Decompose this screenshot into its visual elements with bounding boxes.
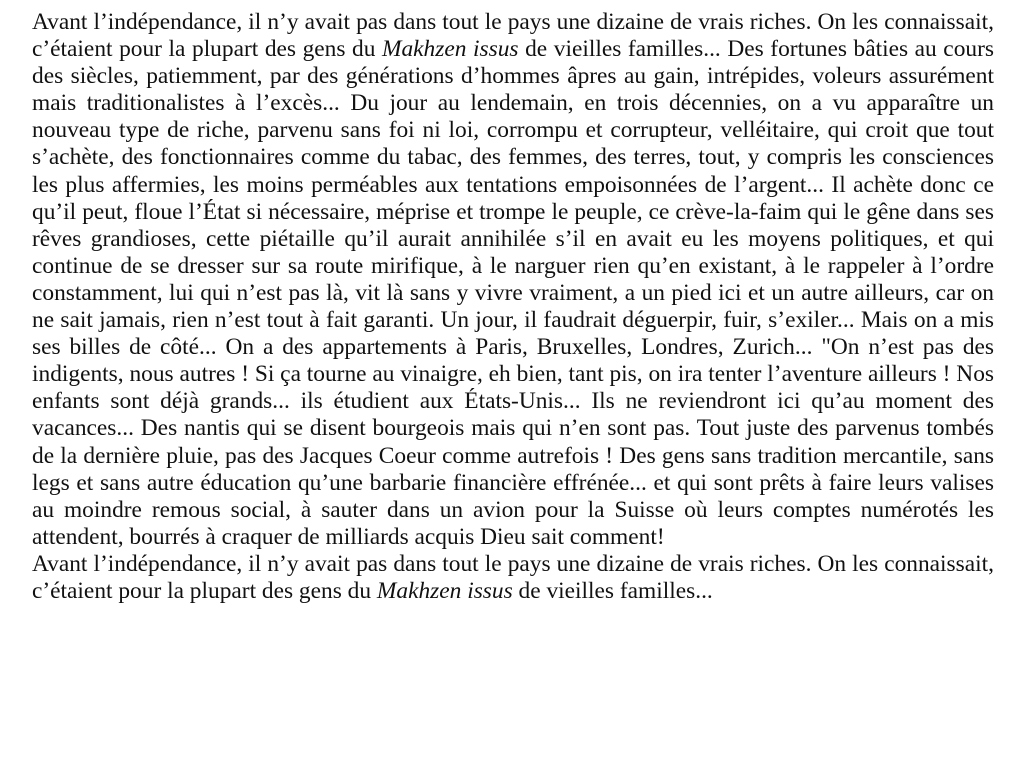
italic-phrase: Makhzen issus [382, 36, 519, 63]
paragraph-text: Avant l’indépendance, il n’y avait pas dans tout le pays une dizaine de vrais riches. On les connaissait, c’étaient pour la plupart des gens du [32, 550, 994, 604]
paragraph-text: de vieilles familles... [512, 577, 713, 604]
italic-phrase: Makhzen issus [376, 577, 513, 604]
paragraph-text: Avant l’indépendance, il n’y avait pas dans tout le pays une dizaine de vrais riches. On les connaissait, c’étaient pour la plupart des gens du [32, 9, 994, 63]
paragraph-text: de vieilles familles... Des fortunes bâties au cours des siècles, patiemment, par des générations d’hommes âpres au gain, intrépides, voleurs assurément mais traditionalistes à l’excès... Du jour au lendemain, en trois décennies, on a vu apparaître un nouveau type de riche, parvenu sans foi ni loi, corrompu et corrupteur, velléitaire, qui croit que tout s’achète, des fonctionnaires comme du tabac, des femmes, des terres, tout, y compris les consciences les plus affermies, les moins perméables aux tentations empoisonnées de l’argent... Il achète donc ce qu’il peut, floue l’État si nécessaire, méprise et trompe le peuple, ce crève-la-faim qui le gêne dans ses rêves grandioses, cette piétaille qu’il aurait annihilée s’il en avait eu les moyens politiques, et qui continue de se dresser sur sa route mirifique, à le narguer rien qu’en existant, à le rappeler à l’ordre constamment, lui qui n’est pas là, vit là sans y vivre vraiment, a un pied ici et un autre ailleurs, car on ne sait jamais, rien n’est tout à fait garanti. Un jour, il faudrait déguerpir, fuir, s’exiler... Mais on a mis ses billes de côté... On a des appartements à Paris, Bruxelles, Londres, Zurich... "On n’est pas des indigents, nous autres ! Si ça tourne au vinaigre, eh bien, tant pis, on ira tenter l’aventure ailleurs ! Nos enfants sont déjà grands... ils étudient aux États-Unis... Ils ne reviendront ici qu’au moment des vacances... Des nantis qui se disent bourgeois mais qui n’en sont pas. Tout juste des parvenus tombés de la dernière pluie, pas des Jacques Coeur comme autrefois ! Des gens sans tradition mercantile, sans legs et sans autre éducation qu’une barbarie financière effrénée... et qui sont prêts à faire leurs valises au moindre remous social, à sauter dans un avion pour la Suisse où leurs comptes numérotés les attendent, bourrés à craquer de milliards acquis Dieu sait comment! [32, 36, 994, 550]
paragraph [32, 9, 994, 551]
paragraph [32, 551, 994, 605]
document-body [32, 9, 994, 605]
